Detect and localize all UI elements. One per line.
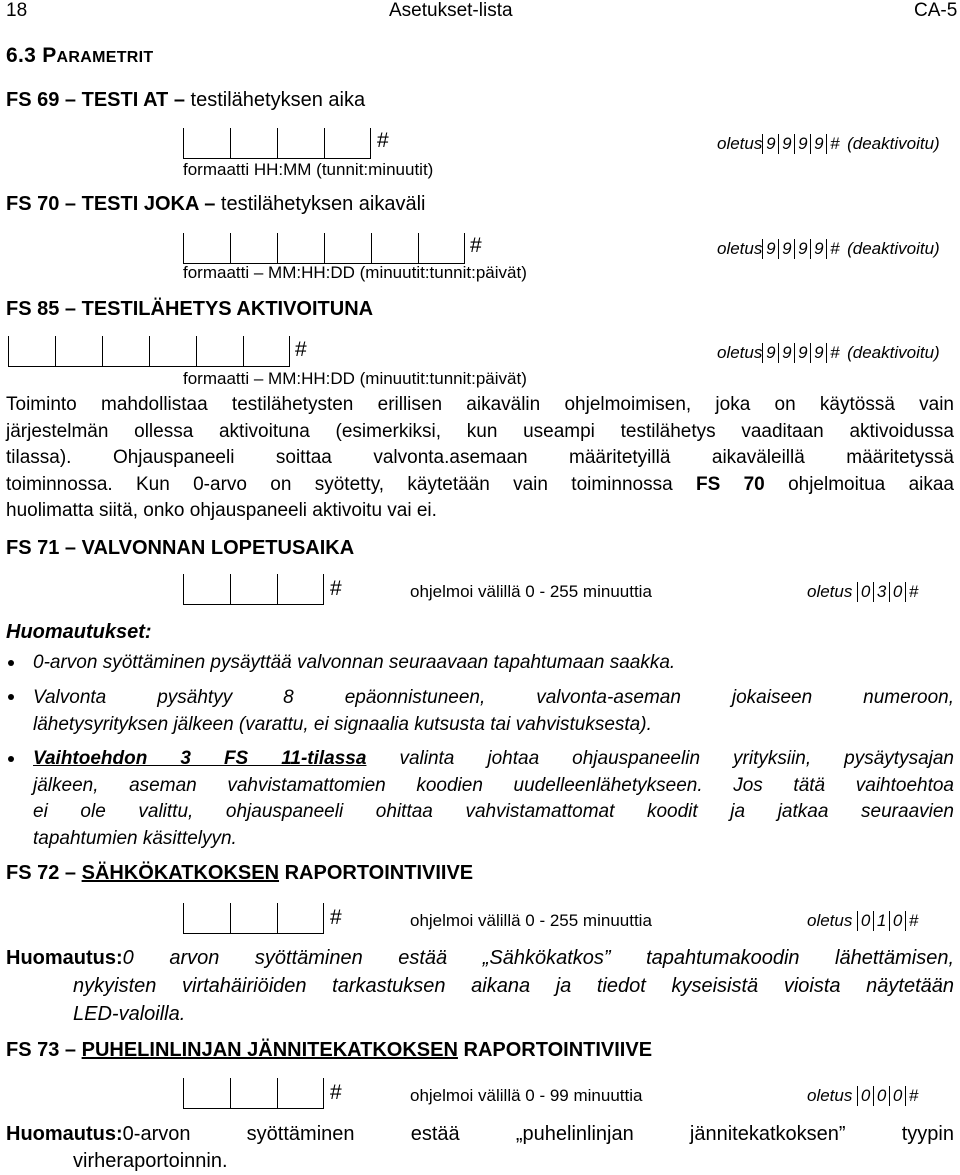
fs73-note: Huomautus:0-arvon syöttäminen estää „puhelinlinjan jännitekatkoksen” tyypin virheraportoinnin. xyxy=(6,1123,954,1172)
page-header-code: CA-5 xyxy=(914,0,958,21)
fs85-heading: FS 85 – TESTILÄHETYS AKTIVOITUNA xyxy=(6,298,374,320)
fs70-hash: # xyxy=(470,234,482,257)
page-header-title: Asetukset-lista xyxy=(389,0,513,21)
fs72-hash: # xyxy=(330,906,342,929)
fs70-heading: FS 70 – TESTI JOKA – testilähetyksen aikaväli xyxy=(6,193,426,215)
bullet-dot xyxy=(8,694,14,700)
fs72-default: oletus 0 1 0 # xyxy=(807,911,921,931)
fs85-format: formaatti – MM:HH:DD (minuutit:tunnit:päivät) xyxy=(183,369,527,388)
bullet-dot xyxy=(8,756,14,762)
fs73-default: oletus 0 0 0 # xyxy=(807,1086,921,1106)
fs69-hash: # xyxy=(377,129,389,152)
fs71-bullet-1: 0-arvon syöttäminen pysäyttää valvonnan seuraavaan tapahtumaan saakka. xyxy=(33,652,676,673)
fs71-hash: # xyxy=(330,577,342,600)
fs69-default: oletus 9 9 9 9 # (deaktivoitu) xyxy=(717,134,940,153)
fs72-note: Huomautus:0 arvon syöttäminen estää „Sähkökatkos” tapahtumakoodin lähettämisen, nykyisten virtahäiriöiden tarkastuksen aikana ja tiedot kyseisistä vioista näytetään LED-valoilla. xyxy=(6,947,954,1025)
fs71-notes-label: Huomautukset: xyxy=(6,621,152,643)
fs85-default: oletus 9 9 9 9 # (deaktivoitu) xyxy=(717,343,940,362)
fs85-entry-boxes[interactable] xyxy=(8,336,290,367)
fs73-entry-boxes[interactable] xyxy=(183,1078,324,1109)
fs71-entry-boxes[interactable] xyxy=(183,574,324,605)
fs72-entry-boxes[interactable] xyxy=(183,903,324,934)
fs73-range: ohjelmoi välillä 0 - 99 minuuttia xyxy=(410,1086,643,1105)
fs85-description: Toiminto mahdollistaa testilähetysten erillisen aikavälin ohjelmoimisen, joka on käytössä vain järjestelmän ollessa aktivoituna (esimerkiksi, kun useampi testilähetys vaaditaan aktivoidussa tilassa). Ohjauspaneeli soittaa valvonta.asemaan määritetyillä aikaväleillä määritetyssä toiminnossa. Kun 0-arvo on syötetty, käytetään vain toiminnossa FS 70 ohjelmoitua aikaa huolimatta siitä, onko ohjauspaneeli aktivoitu vai ei. xyxy=(6,394,954,521)
fs70-default: oletus 9 9 9 9 # (deaktivoitu) xyxy=(717,239,940,258)
fs73-hash: # xyxy=(330,1081,342,1104)
fs69-entry-boxes[interactable] xyxy=(183,128,371,159)
bullet-dot xyxy=(8,660,14,666)
fs69-heading: FS 69 – TESTI AT – testilähetyksen aika xyxy=(6,89,366,111)
fs71-range: ohjelmoi välillä 0 - 255 minuuttia xyxy=(410,582,652,601)
fs69-format: formaatti HH:MM (tunnit:minuutit) xyxy=(183,160,434,179)
section-title: 6.3 PARAMETRIT xyxy=(6,44,154,67)
fs72-heading: FS 72 – SÄHKÖKATKOKSEN RAPORTOINTIVIIVE xyxy=(6,862,474,884)
fs71-heading: FS 71 – VALVONNAN LOPETUSAIKA xyxy=(6,537,355,559)
fs71-default: oletus 0 3 0 # xyxy=(807,582,921,602)
fs71-bullet-2: Valvonta pysähtyy 8 epäonnistuneen, valvonta-aseman jokaiseen numeroon, lähetysyrityksen jälkeen (varattu, ei signaalia kutsusta tai vahvistuksesta). xyxy=(33,687,954,735)
fs72-range: ohjelmoi välillä 0 - 255 minuuttia xyxy=(410,911,652,930)
fs71-bullet-3: Vaihtoehdon 3 FS 11-tilassa valinta johtaa ohjauspaneelin yrityksiin, pysäytysajan jälkeen, aseman vahvistamattomien koodien uudelleenlähetykseen. Jos tätä vaihtoehtoa ei ole valittu, ohjauspaneeli ohittaa vahvistamattomat koodit ja jatkaa seuraavien tapahtumien käsittelyyn. xyxy=(33,748,954,849)
fs70-format: formaatti – MM:HH:DD (minuutit:tunnit:päivät) xyxy=(183,263,527,282)
page-number: 18 xyxy=(6,0,28,21)
fs85-hash: # xyxy=(295,338,307,361)
fs73-heading: FS 73 – PUHELINLINJAN JÄNNITEKATKOKSEN RAPORTOINTIVIIVE xyxy=(6,1039,653,1061)
fs70-entry-boxes[interactable] xyxy=(183,233,465,264)
